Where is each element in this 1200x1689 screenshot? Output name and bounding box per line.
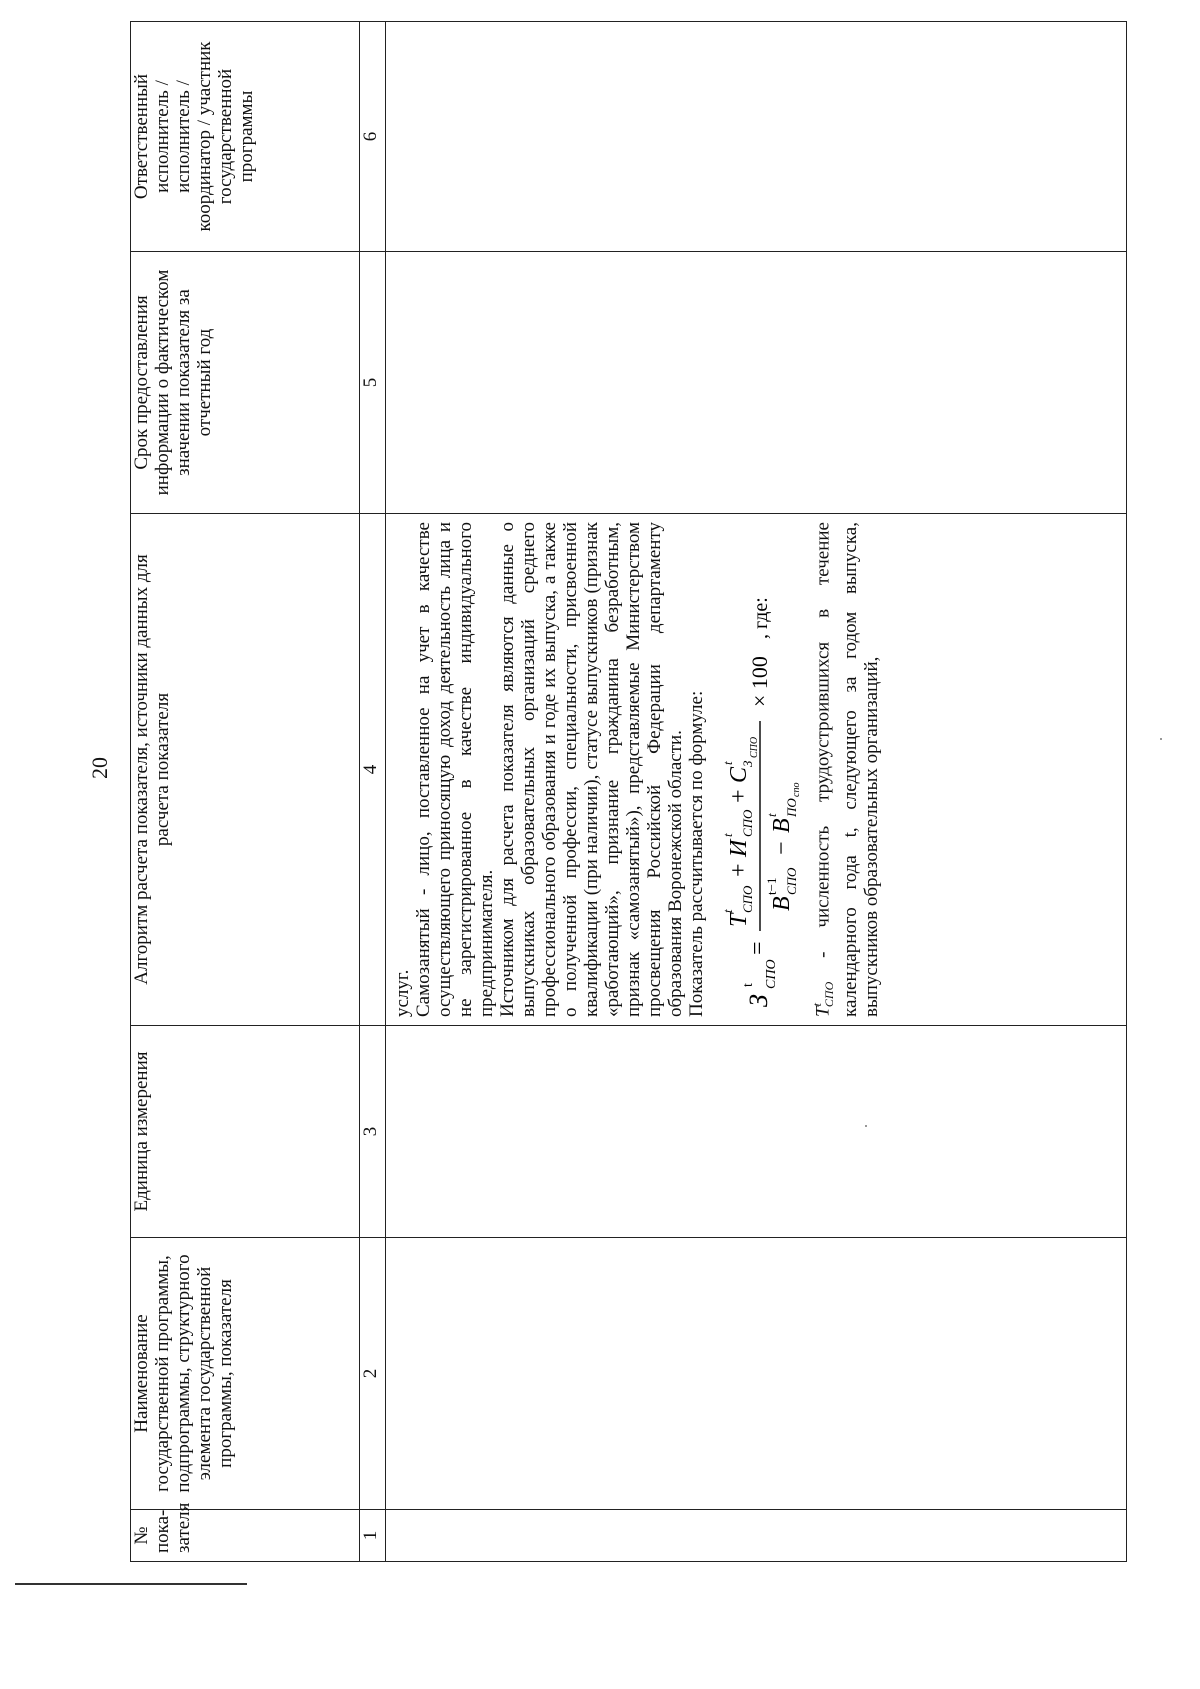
algorithm-data-source: Источником для расчета показателя являются данные о выпускниках образовательных организаций среднего профессионального образования и годе их выпуска, а также о полученной профессии, специальности, присвоенной квалификации (при наличии), статусе выпускников (признак «работающий», признание гражданина безработным, признак «самозанятый»), представляемые Министерством просвещения Российской Федерации департаменту образования Воронежской области. xyxy=(497,522,686,1017)
formula-den-b2-subsub: спо xyxy=(791,782,802,797)
header-program-name: Наименование государственной программы, подпрограммы, структурного элемента государственной программы, показателя xyxy=(131,1238,360,1510)
formula-plus: + xyxy=(726,789,752,803)
formula-num-c-subsub: СПО xyxy=(749,736,760,758)
column-number: 4 xyxy=(360,514,386,1026)
header-index: № пока-зателя xyxy=(131,1510,360,1562)
formula-num-c: С xyxy=(726,766,752,783)
column-number: 1 xyxy=(360,1510,386,1562)
formula-equals: = xyxy=(745,941,771,955)
formula-plus: + xyxy=(726,863,752,877)
cell-responsible xyxy=(386,22,1127,252)
table-header-row xyxy=(131,22,360,1562)
cell-index xyxy=(386,1510,1127,1562)
formula-num-c-sup: t xyxy=(720,761,735,765)
formula-lhs-sup: t xyxy=(741,983,756,987)
formula-den-b1-sup: t−1 xyxy=(764,877,779,895)
formula-num-t-sup: t xyxy=(720,909,735,913)
formula-num-c-sub: З xyxy=(740,760,755,767)
algorithm-definition-t xyxy=(807,522,882,1017)
table-row xyxy=(386,22,1127,1562)
header-unit: Единица измерения xyxy=(131,1026,360,1238)
formula-tail: , где: xyxy=(750,597,772,639)
cell-unit xyxy=(386,1026,1127,1238)
cell-deadline xyxy=(386,252,1127,514)
formula xyxy=(715,522,802,1017)
header-deadline: Срок предоставления информации о фактическом значении показателя за отчетный год xyxy=(131,252,360,514)
formula-minus: − xyxy=(769,841,795,855)
cell-program-name xyxy=(386,1238,1127,1510)
column-number-row xyxy=(360,22,386,1562)
column-number: 6 xyxy=(360,22,386,252)
column-number: 5 xyxy=(360,252,386,514)
def-t-sub: СПО xyxy=(822,981,837,1008)
page-number: 20 xyxy=(87,757,112,779)
formula-num-i-sup: t xyxy=(720,833,735,837)
algorithm-definition-selfemployed: Самозанятый - лицо, поставленное на учет в качестве осуществляющего приносящую доход деятельность лица и не зарегистрированное в качестве индивидуального предпринимателя. xyxy=(413,522,497,1017)
cell-algorithm xyxy=(386,514,1127,1026)
formula-den-b2-sub: ПО xyxy=(784,798,799,817)
header-responsible: Ответственный исполнитель / исполнитель / координатор / участник государственной программы xyxy=(131,22,360,252)
column-number: 3 xyxy=(360,1026,386,1238)
def-t-text: - численность трудоустроившихся в течение календарного года t, следующего за годом выпуска, выпускников образовательных организаций, xyxy=(812,522,883,1017)
formula-num-i-sub: СПО xyxy=(740,809,755,837)
scan-speck xyxy=(865,1125,867,1127)
formula-den-b2: B xyxy=(769,818,795,833)
formula-lhs: З xyxy=(744,994,773,1007)
formula-graphic xyxy=(715,591,802,1011)
formula-num-i: И xyxy=(726,839,752,857)
column-number: 2 xyxy=(360,1238,386,1510)
algorithm-continuation: услуг. xyxy=(392,969,413,1017)
footnote-rule xyxy=(15,1583,247,1585)
indicator-table xyxy=(130,21,1127,1562)
def-t-sup: t xyxy=(810,1003,824,1007)
algorithm-formula-intro: Показатель рассчитывается по формуле: xyxy=(686,690,707,1017)
def-t-symbol: T xyxy=(812,1006,834,1017)
formula-den-b1: B xyxy=(769,896,795,911)
formula-num-t: T xyxy=(726,913,752,927)
formula-times-100: × 100 xyxy=(747,656,772,707)
formula-den-b2-sup: t xyxy=(764,813,779,817)
formula-num-t-sub: СПО xyxy=(740,885,755,913)
header-algorithm: Алгоритм расчета показателя, источники данных для расчета показателя xyxy=(131,514,360,1026)
formula-den-b1-sub: СПО xyxy=(784,867,799,895)
scan-speck xyxy=(1160,738,1162,740)
formula-lhs-sub: СПО xyxy=(764,959,779,989)
